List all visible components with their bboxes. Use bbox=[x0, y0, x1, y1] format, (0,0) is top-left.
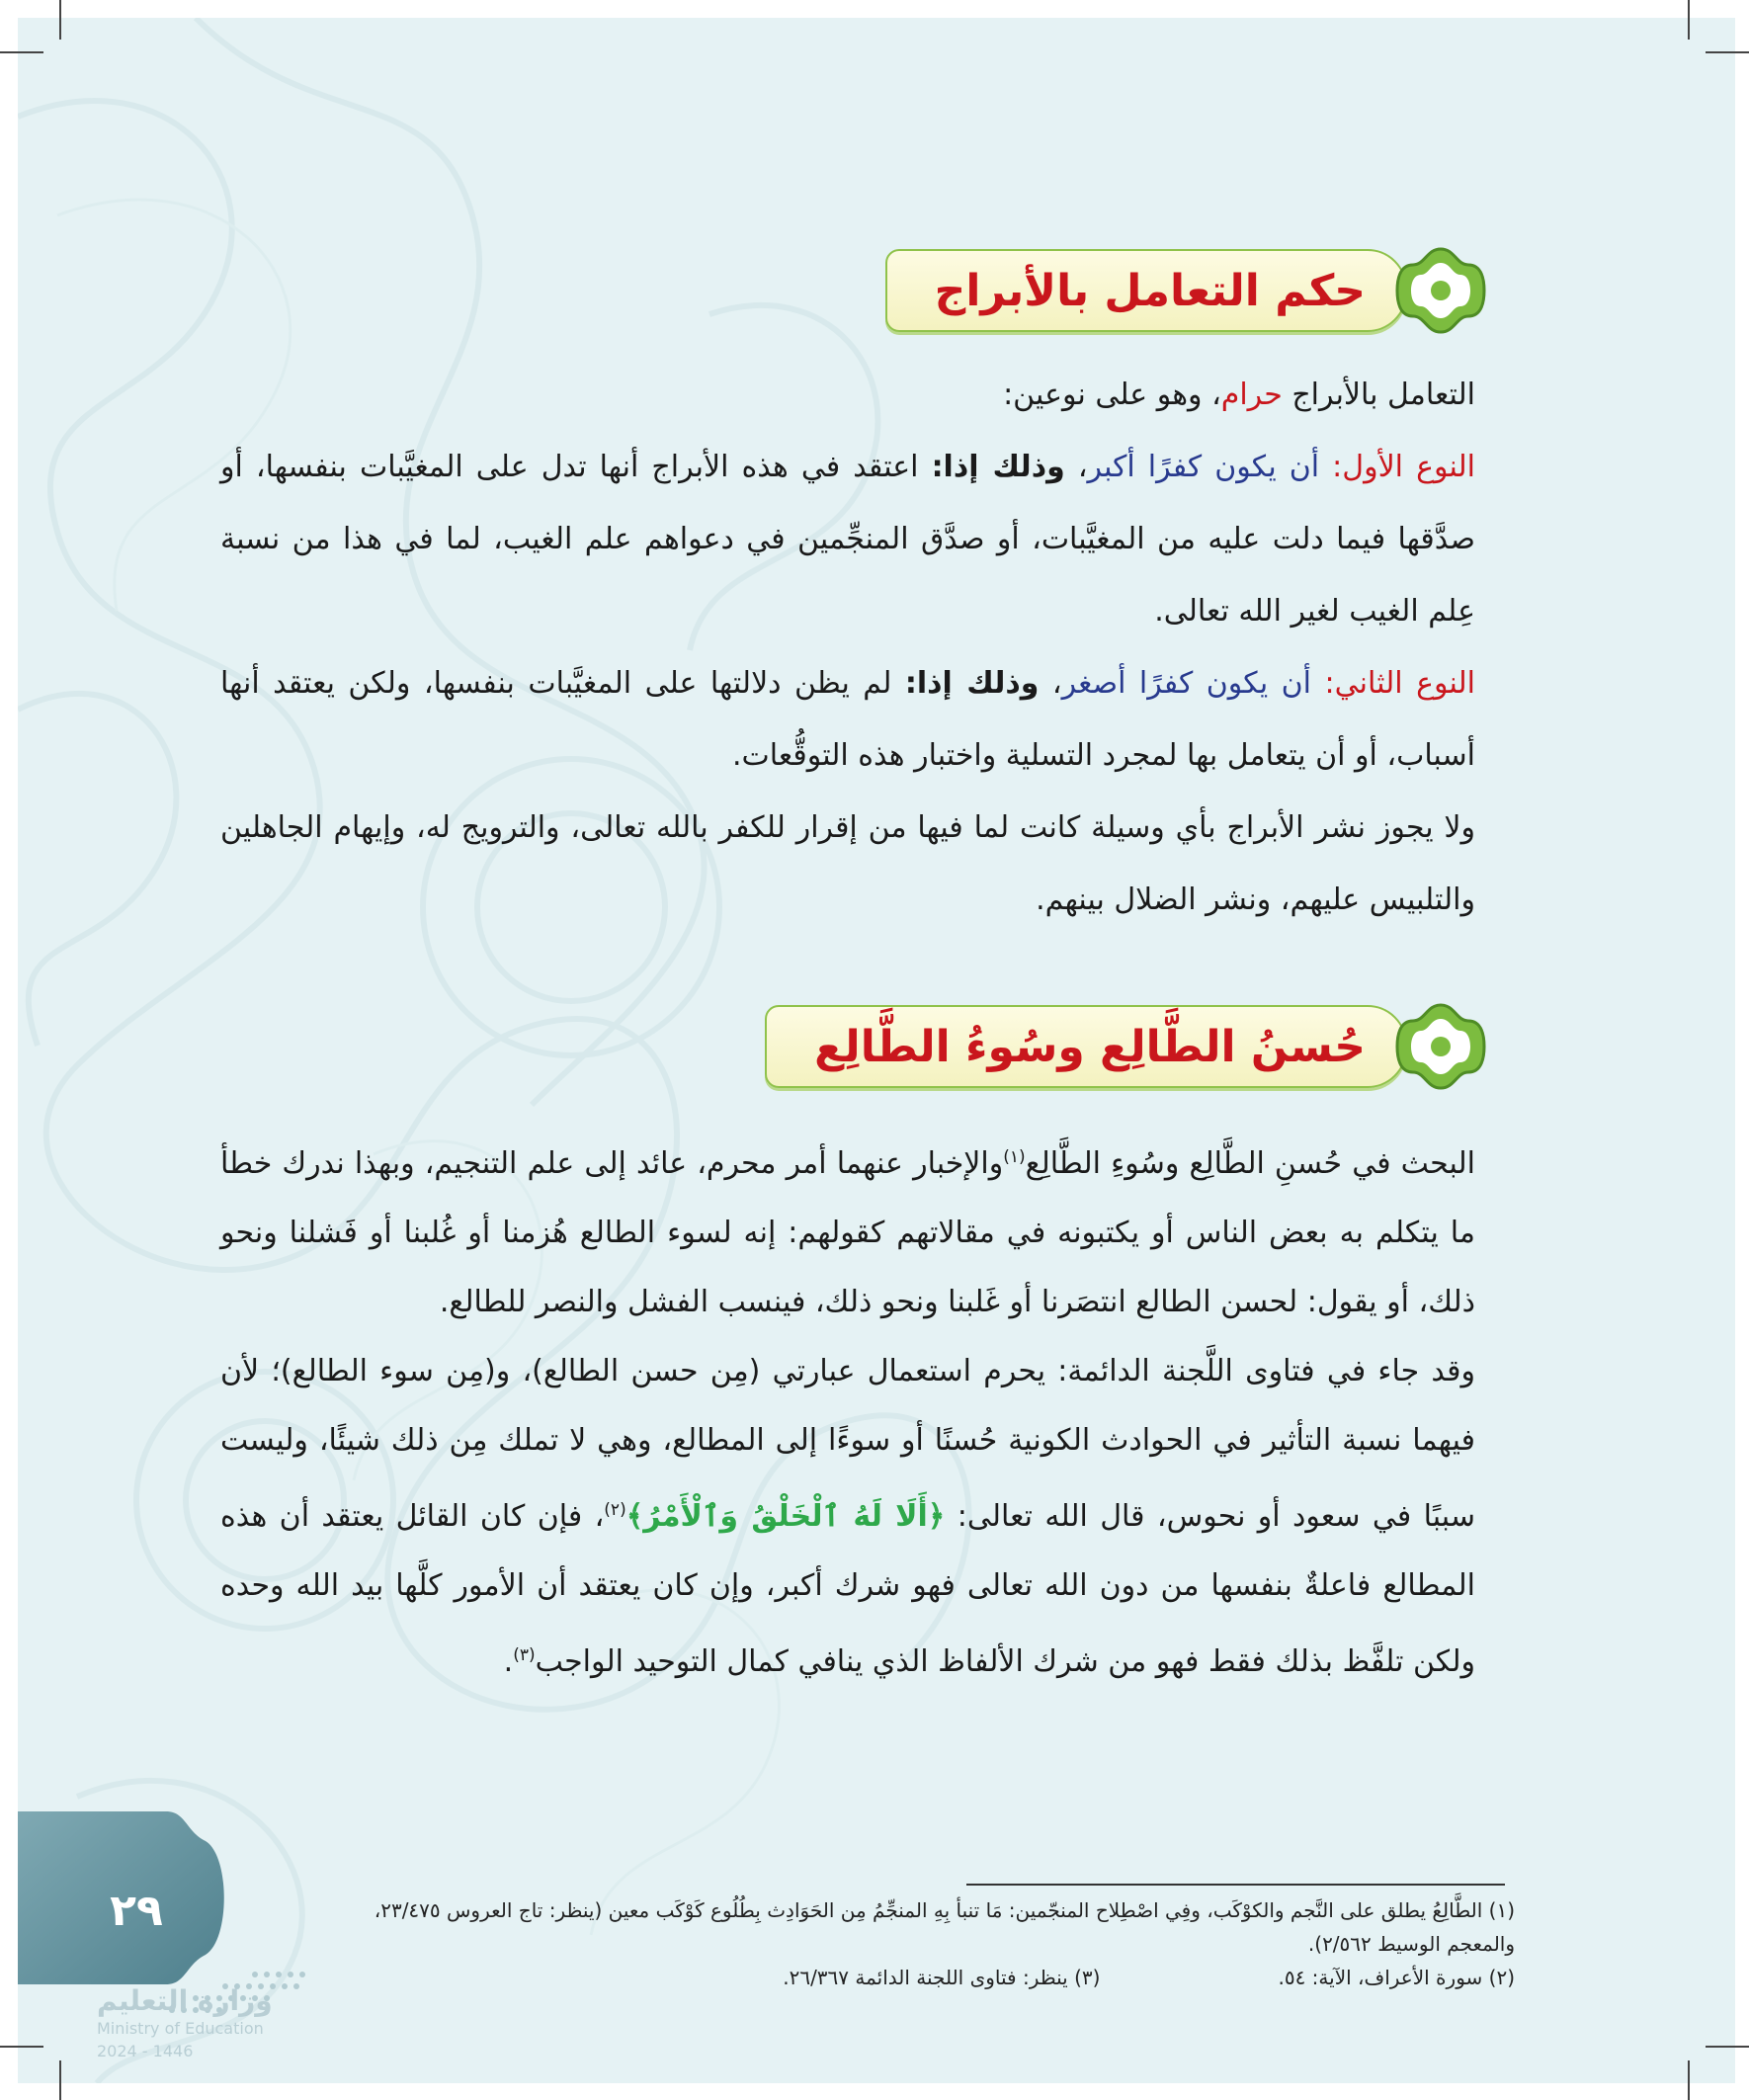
quran-verse: ﴿أَلَا لَهُ ٱلْخَلْقُ وَٱلْأَمْرُ﴾ bbox=[625, 1499, 946, 1534]
crop-mark bbox=[1688, 2060, 1690, 2100]
type2-label: النوع الثاني: bbox=[1324, 666, 1476, 701]
crop-mark bbox=[0, 2046, 43, 2048]
crop-mark bbox=[1706, 2046, 1749, 2048]
section1-body bbox=[220, 359, 1475, 936]
type2-kind: أن يكون كفرًا أصغر bbox=[1061, 666, 1325, 701]
type1-kind: أن يكون كفرًا أكبر bbox=[1087, 450, 1333, 484]
type1-sep: ، bbox=[1064, 450, 1088, 484]
fatwa-end: . bbox=[503, 1644, 514, 1679]
intro-text-end: ، وهو على نوعين: bbox=[1003, 378, 1221, 412]
ministry-name-english: Ministry of Education bbox=[97, 2019, 264, 2038]
crop-mark bbox=[1688, 0, 1690, 40]
section2-body bbox=[220, 1123, 1475, 1697]
crop-mark bbox=[1706, 51, 1749, 53]
section-title: حكم التعامل بالأبراج bbox=[885, 249, 1407, 332]
type1-label: النوع الأول: bbox=[1332, 450, 1476, 484]
stars-paragraph bbox=[220, 1123, 1475, 1337]
stars-text: البحث في حُسنِ الطَّالِع وسُوءِ الطَّالِع bbox=[1025, 1146, 1476, 1181]
footnote-1: (١) الطَّالِعُ يطلق على النَّجم والكوْكَب، وفِي اصْطِلاح المنجّمين: مَا تنبأ بِهِ المنجِّمُ مِن الحَوَادِث بِطُلُوع كَوْكَب معين (ينظر: تاج العروس ٢٣/٤٧٥، والمعجم الوسيط ٢/٥٦٢). bbox=[374, 1898, 1515, 1956]
section-title: حُسنُ الطَّالِع وسُوءُ الطَّالِع bbox=[765, 1005, 1407, 1088]
intro-text: التعامل بالأبراج bbox=[1282, 378, 1475, 412]
ministry-name-arabic: وزارة التعليم bbox=[97, 1984, 273, 2017]
stars-text-cont: والإخبار عنهما أمر محرم، عائد إلى علم التنجيم، وبهذا ندرك خطأ ما يتكلم به بعض الناس أو يكتبونه في مقالاتهم كقولهم: إنه لسوء الطالع هُزمنا أو غُلبنا أو فَشلنا ونحو ذلك، أو يقول: لحسن الطالع انتصَرنا أو غَلبنا ونحو ذلك، فينسب الفشل والنصر للطالع. bbox=[220, 1146, 1475, 1319]
floral-badge-icon bbox=[1393, 1001, 1488, 1092]
type2-text: لم يظن دلالتها على المغيَّبات بنفسها، ولكن يعتقد أنها أسباب، أو أن يتعامل بها لمجرد التسلية واختبار هذه التوقُّعات. bbox=[220, 666, 1475, 773]
intro-ruling: حرام bbox=[1220, 378, 1283, 412]
page-number: ٢٩ bbox=[110, 1886, 163, 1936]
type1-text: اعتقد في هذه الأبراج أنها تدل على المغيَّبات بنفسها، أو صدَّقها فيما دلت عليه من المغيَّبات، أو صدَّق المنجِّمين في دعواهم علم الغيب، لما في هذا من نسبة عِلم الغيب لغير الله تعالى. bbox=[220, 450, 1475, 629]
type1-condition-label: وذلك إذا: bbox=[931, 450, 1065, 484]
footnote-ref-1: (١) bbox=[1003, 1147, 1026, 1167]
footnote-ref-3: (٣) bbox=[513, 1645, 536, 1665]
footnote-ref-2: (٢) bbox=[604, 1500, 626, 1520]
crop-mark bbox=[59, 2060, 61, 2100]
edition-year: 2024 - 1446 bbox=[97, 2042, 194, 2060]
section-heading-1 bbox=[885, 245, 1488, 336]
crop-mark bbox=[59, 0, 61, 40]
prohibition-paragraph: ولا يجوز نشر الأبراج بأي وسيلة كانت لما فيها من إقرار للكفر بالله تعالى، والترويج له، وإيهام الجاهلين والتلبيس عليهم، ونشر الضلال بينهم. bbox=[220, 810, 1475, 917]
footnote-2: (٢) سورة الأعراف، الآية: ٥٤. bbox=[1278, 1966, 1515, 1989]
footnote-3: (٣) ينظر: فتاوى اللجنة الدائمة ٢٦/٣٦٧. bbox=[783, 1966, 1101, 1989]
type2-condition-label: وذلك إذا: bbox=[904, 666, 1040, 701]
type2-sep: ، bbox=[1039, 666, 1062, 701]
footnotes bbox=[304, 1893, 1515, 1994]
footnote-divider bbox=[966, 1884, 1505, 1886]
textbook-page bbox=[18, 18, 1735, 2083]
crop-mark bbox=[0, 51, 43, 53]
intro-paragraph bbox=[220, 359, 1475, 431]
floral-badge-icon bbox=[1393, 245, 1488, 336]
fatwa-paragraph bbox=[220, 1337, 1475, 1697]
type2-paragraph bbox=[220, 647, 1475, 792]
fatwa-text-cont: ، فإن كان القائل يعتقد أن هذه المطالع فاعلةٌ بنفسها من دون الله تعالى فهو شرك أكبر، وإن كان يعتقد أن الأمور كلَّها بيد الله وحده ولكن تلفَّظ بذلك فقط فهو من شرك الألفاظ الذي ينافي كمال التوحيد الواجب bbox=[220, 1499, 1475, 1679]
footnote-row bbox=[304, 1961, 1515, 1994]
type1-paragraph bbox=[220, 431, 1475, 647]
section-heading-2 bbox=[765, 1001, 1488, 1092]
fatwa-text: وقد جاء في فتاوى اللَّجنة الدائمة: يحرم استعمال عبارتي (مِن حسن الطالع)، و(مِن سوء الطالع)؛ لأن فيهما نسبة التأثير في الحوادث الكونية حُسنًا أو سوءًا إلى المطالع، وهي لا تملك مِن ذلك شيئًا، وليست سببًا في سعود أو نحوس، قال الله تعالى: bbox=[220, 1354, 1475, 1534]
